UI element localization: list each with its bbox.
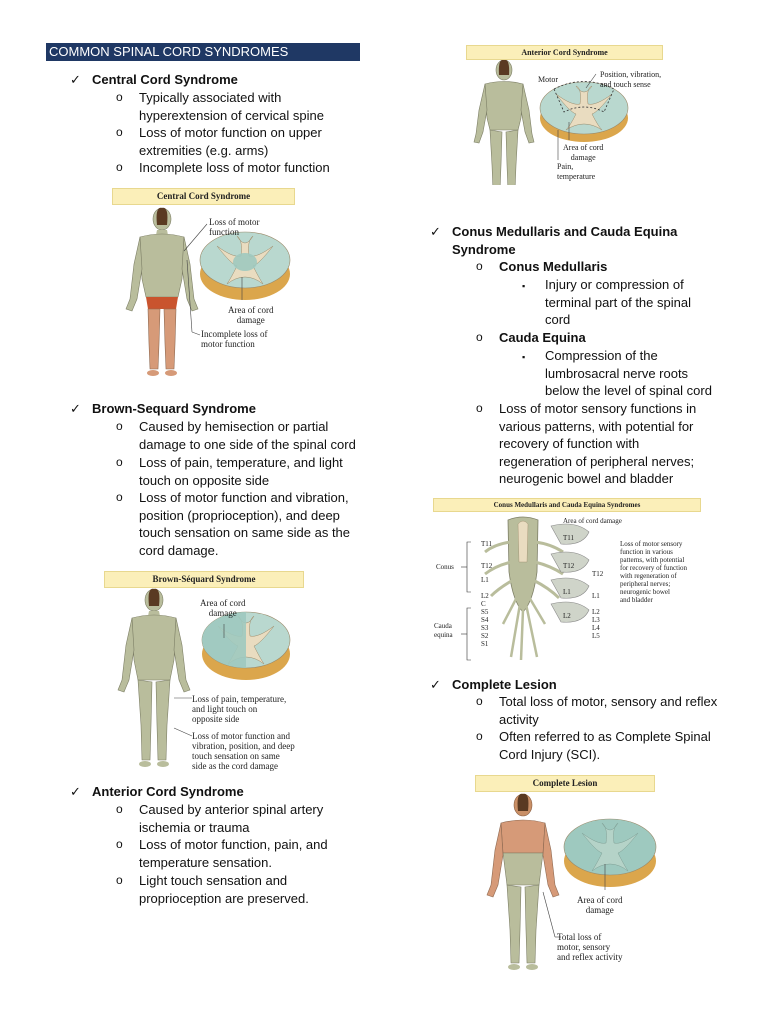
list-item bbox=[116, 124, 416, 160]
bullet-text: Caused by hemisection or partial damage to one side of the spinal cord bbox=[139, 419, 356, 452]
total-loss-label: Total loss of motor, sensory and reflex activity bbox=[557, 932, 623, 962]
bullet-text: Loss of motor sensory functions in various patterns, with potential for recovery of function with regeneration of peripheral nerves; neurogenic bowel and bladder bbox=[499, 401, 697, 486]
spinal-cord-cross-section-icon bbox=[540, 82, 628, 143]
area-of-damage-label: Area of cord damage bbox=[563, 517, 622, 525]
human-body-icon bbox=[487, 794, 559, 970]
conus-cauda-heading bbox=[430, 223, 760, 259]
bullet-text: Typically associated with hyperextension of cervical spine bbox=[139, 90, 324, 123]
list-item bbox=[116, 159, 416, 177]
checkmark-icon: ✓ bbox=[70, 72, 81, 87]
bullet-marker: o bbox=[116, 419, 123, 433]
leader-line bbox=[543, 892, 555, 937]
complete-lesion-heading bbox=[430, 676, 760, 694]
bullet-text: Often referred to as Complete Spinal Cord Injury (SCI). bbox=[499, 729, 711, 762]
human-body-icon bbox=[126, 208, 198, 376]
list-item bbox=[116, 872, 416, 908]
brown-sequard-figure-title: Brown-Séquard Syndrome bbox=[104, 571, 304, 588]
anterior-cord-title: Anterior Cord Syndrome bbox=[92, 784, 244, 799]
anterior-cord-figure-title: Anterior Cord Syndrome bbox=[466, 45, 663, 60]
left-levels: T11 T12 L1 L2 C S5 S4 S3 S2 S1 bbox=[481, 540, 493, 648]
area-of-damage-label: Area of cord damage bbox=[200, 598, 246, 618]
bullet-text: Injury or compression of terminal part of the spinal cord bbox=[545, 277, 691, 327]
bracket-lines bbox=[461, 542, 471, 660]
checkmark-icon: ✓ bbox=[430, 224, 441, 239]
vertebra-label: L1 bbox=[563, 588, 571, 596]
cauda-equina-figure-label: Cauda equina bbox=[434, 622, 453, 639]
list-item bbox=[116, 89, 416, 125]
bullet-marker: o bbox=[116, 490, 123, 504]
area-of-damage-label: Area of cord damage bbox=[228, 305, 274, 325]
bullet-marker: o bbox=[116, 873, 123, 887]
area-of-damage-label: Area of cord damage bbox=[577, 895, 623, 915]
bullet-text: Compression of the lumbrosacral nerve roots below the level of spinal cord bbox=[545, 348, 712, 398]
bullet-marker: o bbox=[116, 455, 123, 469]
spinal-cord-cross-section-icon bbox=[200, 232, 290, 300]
list-item bbox=[116, 489, 416, 561]
spinal-cord-cross-section-icon bbox=[564, 819, 656, 887]
checkmark-icon: ✓ bbox=[70, 401, 81, 416]
bullet-marker: o bbox=[116, 160, 123, 174]
list-item bbox=[116, 836, 416, 872]
cauda-equina-label: Cauda Equina bbox=[499, 330, 586, 345]
bullet-marker: ▪ bbox=[522, 352, 526, 362]
central-cord-figure-title: Central Cord Syndrome bbox=[112, 188, 295, 205]
brown-sequard-title: Brown-Sequard Syndrome bbox=[92, 401, 256, 416]
leader-line bbox=[174, 728, 192, 736]
list-item bbox=[116, 418, 416, 454]
central-cord-title: Central Cord Syndrome bbox=[92, 72, 238, 87]
list-item bbox=[476, 728, 756, 764]
vertebra-label: T12 bbox=[563, 562, 575, 570]
loss-of-pain-label: Loss of pain, temperature, and light touch on opposite side bbox=[192, 694, 287, 724]
bullet-text: Loss of motor function on upper extremities (e.g. arms) bbox=[139, 125, 322, 158]
list-item bbox=[116, 801, 416, 837]
bullet-marker: o bbox=[476, 330, 483, 344]
list-item bbox=[522, 276, 752, 330]
conus-label: Conus bbox=[436, 563, 454, 571]
vertebra-label: T11 bbox=[563, 534, 575, 542]
motor-label: Motor bbox=[538, 75, 558, 84]
spinal-cord-icon bbox=[485, 517, 563, 660]
incomplete-loss-label: Incomplete loss of motor function bbox=[201, 329, 268, 349]
spinal-cord-cross-section-icon bbox=[202, 612, 290, 680]
central-cord-heading bbox=[70, 71, 410, 89]
checkmark-icon: ✓ bbox=[430, 677, 441, 692]
area-of-damage-label: Area of cord damage bbox=[563, 143, 604, 162]
list-item bbox=[116, 454, 416, 490]
list-item bbox=[476, 329, 756, 347]
section-heading: COMMON SPINAL CORD SYNDROMES bbox=[46, 43, 360, 61]
bullet-marker: o bbox=[476, 694, 483, 708]
pain-temperature-label: Pain, temperature bbox=[557, 162, 596, 181]
bullet-marker: o bbox=[476, 401, 483, 415]
brown-sequard-heading bbox=[70, 400, 410, 418]
bullet-text: Loss of motor function and vibration, position (proprioception), and deep touch sensation on same side as the cord damage. bbox=[139, 490, 351, 558]
bullet-marker: ▪ bbox=[522, 281, 526, 291]
bullet-marker: o bbox=[116, 90, 123, 104]
complete-lesion-title: Complete Lesion bbox=[452, 677, 557, 692]
right-levels: T12 L1 L2 L3 L4 L5 bbox=[592, 570, 604, 640]
bullet-text: Light touch sensation and proprioception are preserved. bbox=[139, 873, 309, 906]
list-item bbox=[522, 347, 752, 401]
central-cord-figure bbox=[112, 205, 302, 385]
loss-of-motor-label: Loss of motor function bbox=[209, 217, 260, 237]
complete-lesion-figure-title: Complete Lesion bbox=[475, 775, 655, 792]
bullet-text: Loss of pain, temperature, and light touch on opposite side bbox=[139, 455, 343, 488]
bullet-marker: o bbox=[116, 837, 123, 851]
conus-description-label: Loss of motor sensory function in various patterns, with potential for recovery of function with regeneration of peripheral nerves; neurogenic bowel and bladder bbox=[620, 540, 688, 604]
conus-medullaris-label: Conus Medullaris bbox=[499, 259, 608, 274]
position-vibration-label: Position, vibration, and touch sense bbox=[600, 70, 662, 89]
conus-cauda-figure-title: Conus Medullaris and Cauda Equina Syndromes bbox=[433, 498, 701, 512]
bullet-marker: o bbox=[116, 802, 123, 816]
vertebra-label: L2 bbox=[563, 612, 571, 620]
bullet-marker: o bbox=[476, 729, 483, 743]
human-body-icon bbox=[474, 60, 534, 185]
bullet-text: Loss of motor function, pain, and temperature sensation. bbox=[139, 837, 328, 870]
conus-cauda-title: Conus Medullaris and Cauda Equina Syndrome bbox=[452, 224, 678, 257]
bullet-text: Total loss of motor, sensory and reflex activity bbox=[499, 694, 718, 727]
list-item bbox=[476, 258, 756, 276]
leader-line bbox=[184, 224, 207, 251]
checkmark-icon: ✓ bbox=[70, 784, 81, 799]
bullet-text: Incomplete loss of motor function bbox=[139, 160, 330, 175]
list-item bbox=[476, 400, 756, 490]
bullet-marker: o bbox=[476, 259, 483, 273]
bullet-marker: o bbox=[116, 125, 123, 139]
list-item bbox=[476, 693, 756, 729]
bullet-text: Caused by anterior spinal artery ischemia or trauma bbox=[139, 802, 324, 835]
human-body-icon bbox=[118, 589, 190, 767]
loss-of-motor-label: Loss of motor function and vibration, position, and deep touch sensation on same side as the cord damage bbox=[192, 731, 295, 771]
leader-line bbox=[192, 332, 200, 335]
anterior-cord-heading bbox=[70, 783, 410, 801]
